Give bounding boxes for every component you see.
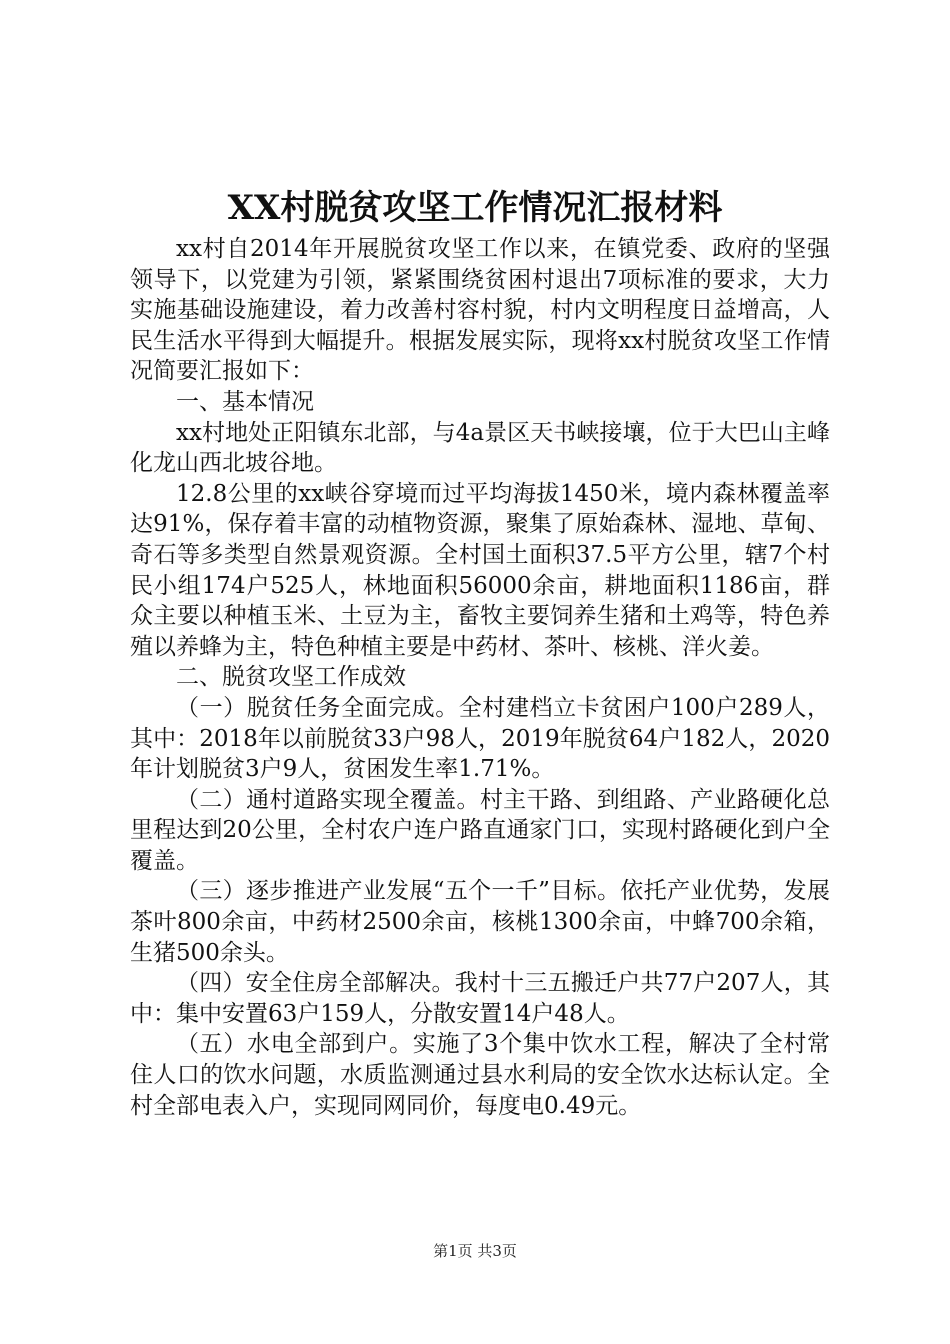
paragraph-intro: xx村自2014年开展脱贫攻坚工作以来，在镇党委、政府的坚强领导下，以党建为引领，紧紧围绕贫困村退出7项标准的要求，大力实施基础设施建设，着力改善村容村貌，村内文明程度日益增高，人民生活水平得到大幅提升。根据发展实际，现将xx村脱贫攻坚工作情况简要汇报如下： <box>130 236 830 385</box>
document-body <box>130 234 830 1121</box>
paragraph-result-2: （二）通村道路实现全覆盖。村主干路、到组路、产业路硬化总里程达到20公里，全村农户连户路直通家门口，实现村路硬化到户全覆盖。 <box>130 786 830 874</box>
paragraph-result-5: （五）水电全部到户。实施了3个集中饮水工程，解决了全村常住人口的饮水问题，水质监测通过县水利局的安全饮水达标认定。全村全部电表入户，实现同网同价，每度电0.49元。 <box>130 1031 830 1119</box>
section-heading-basic: 一、基本情况 <box>176 388 314 415</box>
paragraph-result-3: （三）逐步推进产业发展“五个一千”目标。依托产业优势，发展茶叶800余亩，中药材2500余亩，核桃1300余亩，中蜂700余箱，生猪500余头。 <box>130 878 830 966</box>
page-number-footer: 第1页 共3页 <box>433 1242 517 1260</box>
document-title: XX村脱贫攻坚工作情况汇报材料 <box>227 188 723 228</box>
paragraph-result-1: （一）脱贫任务全面完成。全村建档立卡贫困户100户289人，其中：2018年以前脱贫33户98人，2019年脱贫64户182人，2020年计划脱贫3户9人，贫困发生率1.71%。 <box>130 694 830 783</box>
section-heading-results: 二、脱贫攻坚工作成效 <box>176 664 406 691</box>
paragraph-resources: 12.8公里的xx峡谷穿境而过平均海拔1450米，境内森林覆盖率达91%，保存着丰富的动植物资源，聚集了原始森林、湿地、草甸、奇石等多类型自然景观资源。全村国土面积37.5平方公里，辖7个村民小组174户525人，林地面积56000余亩，耕地面积1186亩，群众主要以种植玉米、土豆为主，畜牧主要饲养生猪和土鸡等，特色养殖以养蜂为主，特色种植主要是中药材、茶叶、核桃、洋火姜。 <box>130 480 830 660</box>
paragraph-location: xx村地处正阳镇东北部，与4a景区天书峡接壤，位于大巴山主峰化龙山西北坡谷地。 <box>130 419 830 477</box>
paragraph-result-4: （四）安全住房全部解决。我村十三五搬迁户共77户207人，其中：集中安置63户159人，分散安置14户48人。 <box>130 970 830 1027</box>
